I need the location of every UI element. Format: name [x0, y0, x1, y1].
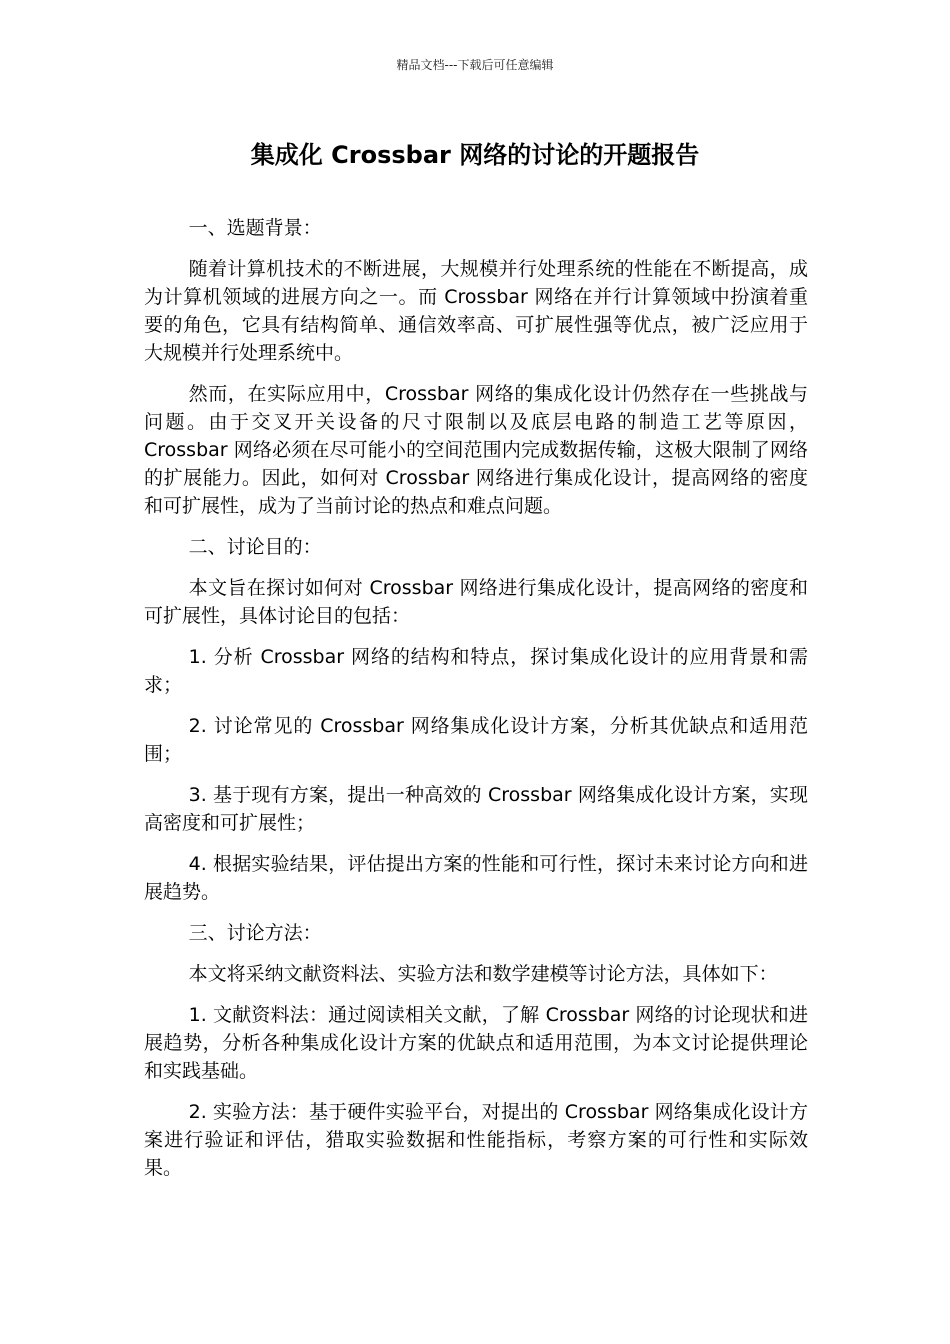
list-item: 1. 分析 Crossbar 网络的结构和特点，探讨集成化设计的应用背景和需求；	[144, 646, 808, 696]
paragraph: 本文旨在探讨如何对 Crossbar 网络进行集成化设计，提高网络的密度和可扩展性，具体讨论目的包括：	[144, 577, 808, 627]
document-body	[144, 214, 808, 1195]
paragraph: 本文将采纳文献资料法、实验方法和数学建模等讨论方法，具体如下：	[188, 963, 778, 985]
document-title: 集成化 Crossbar 网络的讨论的开题报告	[250, 141, 700, 169]
list-item: 3. 基于现有方案，提出一种高效的 Crossbar 网络集成化设计方案，实现高密度和可扩展性；	[144, 784, 808, 834]
header-note: 精品文档---下载后可任意编辑	[396, 58, 554, 72]
section-heading-background: 一、选题背景：	[188, 217, 322, 239]
section-heading-method: 三、讨论方法：	[188, 922, 322, 944]
list-item: 1. 文献资料法：通过阅读相关文献，了解 Crossbar 网络的讨论现状和进展趋势，分析各种集成化设计方案的优缺点和适用范围，为本文讨论提供理论和实践基础。	[144, 1004, 808, 1082]
list-item: 2. 实验方法：基于硬件实验平台，对提出的 Crossbar 网络集成化设计方案进行验证和评估，猎取实验数据和性能指标，考察方案的可行性和实际效果。	[144, 1101, 808, 1179]
list-item: 2. 讨论常见的 Crossbar 网络集成化设计方案，分析其优缺点和适用范围；	[144, 715, 808, 765]
paragraph: 随着计算机技术的不断进展，大规模并行处理系统的性能在不断提高，成为计算机领域的进展方向之一。而 Crossbar 网络在并行计算领域中扮演着重要的角色，它具有结构简单、通信效率高、可扩展性强等优点，被广泛应用于大规模并行处理系统中。	[144, 258, 808, 364]
section-heading-purpose: 二、讨论目的：	[188, 536, 322, 558]
list-item: 4. 根据实验结果，评估提出方案的性能和可行性，探讨未来讨论方向和进展趋势。	[144, 853, 808, 903]
paragraph: 然而，在实际应用中，Crossbar 网络的集成化设计仍然存在一些挑战与问题。由于交叉开关设备的尺寸限制以及底层电路的制造工艺等原因，Crossbar 网络必须在尽可能小的空间范围内完成数据传输，这极大限制了网络的扩展能力。因此，如何对 Crossbar 网络进行集成化设计，提高网络的密度和可扩展性，成为了当前讨论的热点和难点问题。	[144, 383, 808, 517]
